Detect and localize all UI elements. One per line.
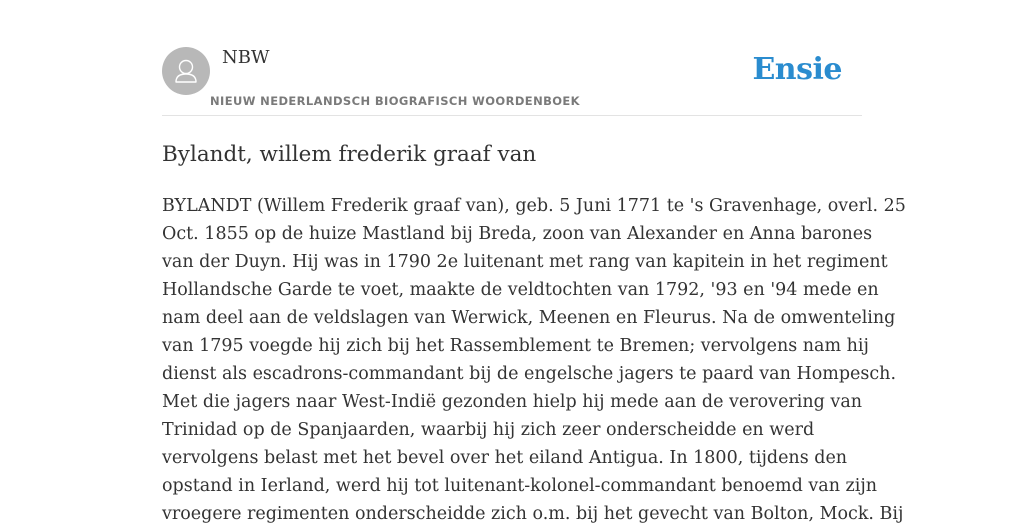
body-line: Oct. 1855 op de huize Mastland bij Breda, zoon van Alexander en Anna barones xyxy=(162,224,873,244)
source-abbreviation[interactable]: NBW xyxy=(222,47,270,68)
body-line: vervolgens belast met het bevel over het eiland Antigua. In 1800, tijdens den xyxy=(162,448,848,468)
body-line: van der Duyn. Hij was in 1790 2e luitenant met rang van kapitein in het regiment xyxy=(162,252,888,272)
article-body xyxy=(162,192,906,528)
body-line: vroegere regimenten onderscheidde zich o.m. bij het gevecht van Bolton, Mock. Bij xyxy=(162,504,904,524)
article-title: Bylandt, willem frederik graaf van xyxy=(162,142,537,167)
source-full-name: NIEUW NEDERLANDSCH BIOGRAFISCH WOORDENBOEK xyxy=(210,94,580,108)
body-line: van 1795 voegde hij zich bij het Rassemblement te Bremen; vervolgens nam hij xyxy=(162,336,869,356)
brand-logo[interactable]: Ensie xyxy=(752,52,842,87)
source-avatar[interactable] xyxy=(162,47,210,95)
body-line: Trinidad op de Spanjaarden, waarbij hij zich zeer onderscheidde en werd xyxy=(162,420,815,440)
source-header xyxy=(162,0,862,116)
body-line: dienst als escadrons-commandant bij de engelsche jagers te paard van Hompesch. xyxy=(162,364,897,384)
body-line: Met die jagers naar West-Indië gezonden hielp hij mede aan de verovering van xyxy=(162,392,863,412)
body-line: BYLANDT (Willem Frederik graaf van), geb. 5 Juni 1771 te 's Gravenhage, overl. 25 xyxy=(162,196,906,216)
content-container xyxy=(162,0,906,524)
body-line: opstand in Ierland, werd hij tot luitenant-kolonel-commandant benoemd van zijn xyxy=(162,476,878,496)
body-line: nam deel aan de veldslagen van Werwick, Meenen en Fleurus. Na de omwenteling xyxy=(162,308,896,328)
user-icon xyxy=(162,47,210,95)
body-line: Hollandsche Garde te voet, maakte de veldtochten van 1792, '93 en '94 mede en xyxy=(162,280,879,300)
